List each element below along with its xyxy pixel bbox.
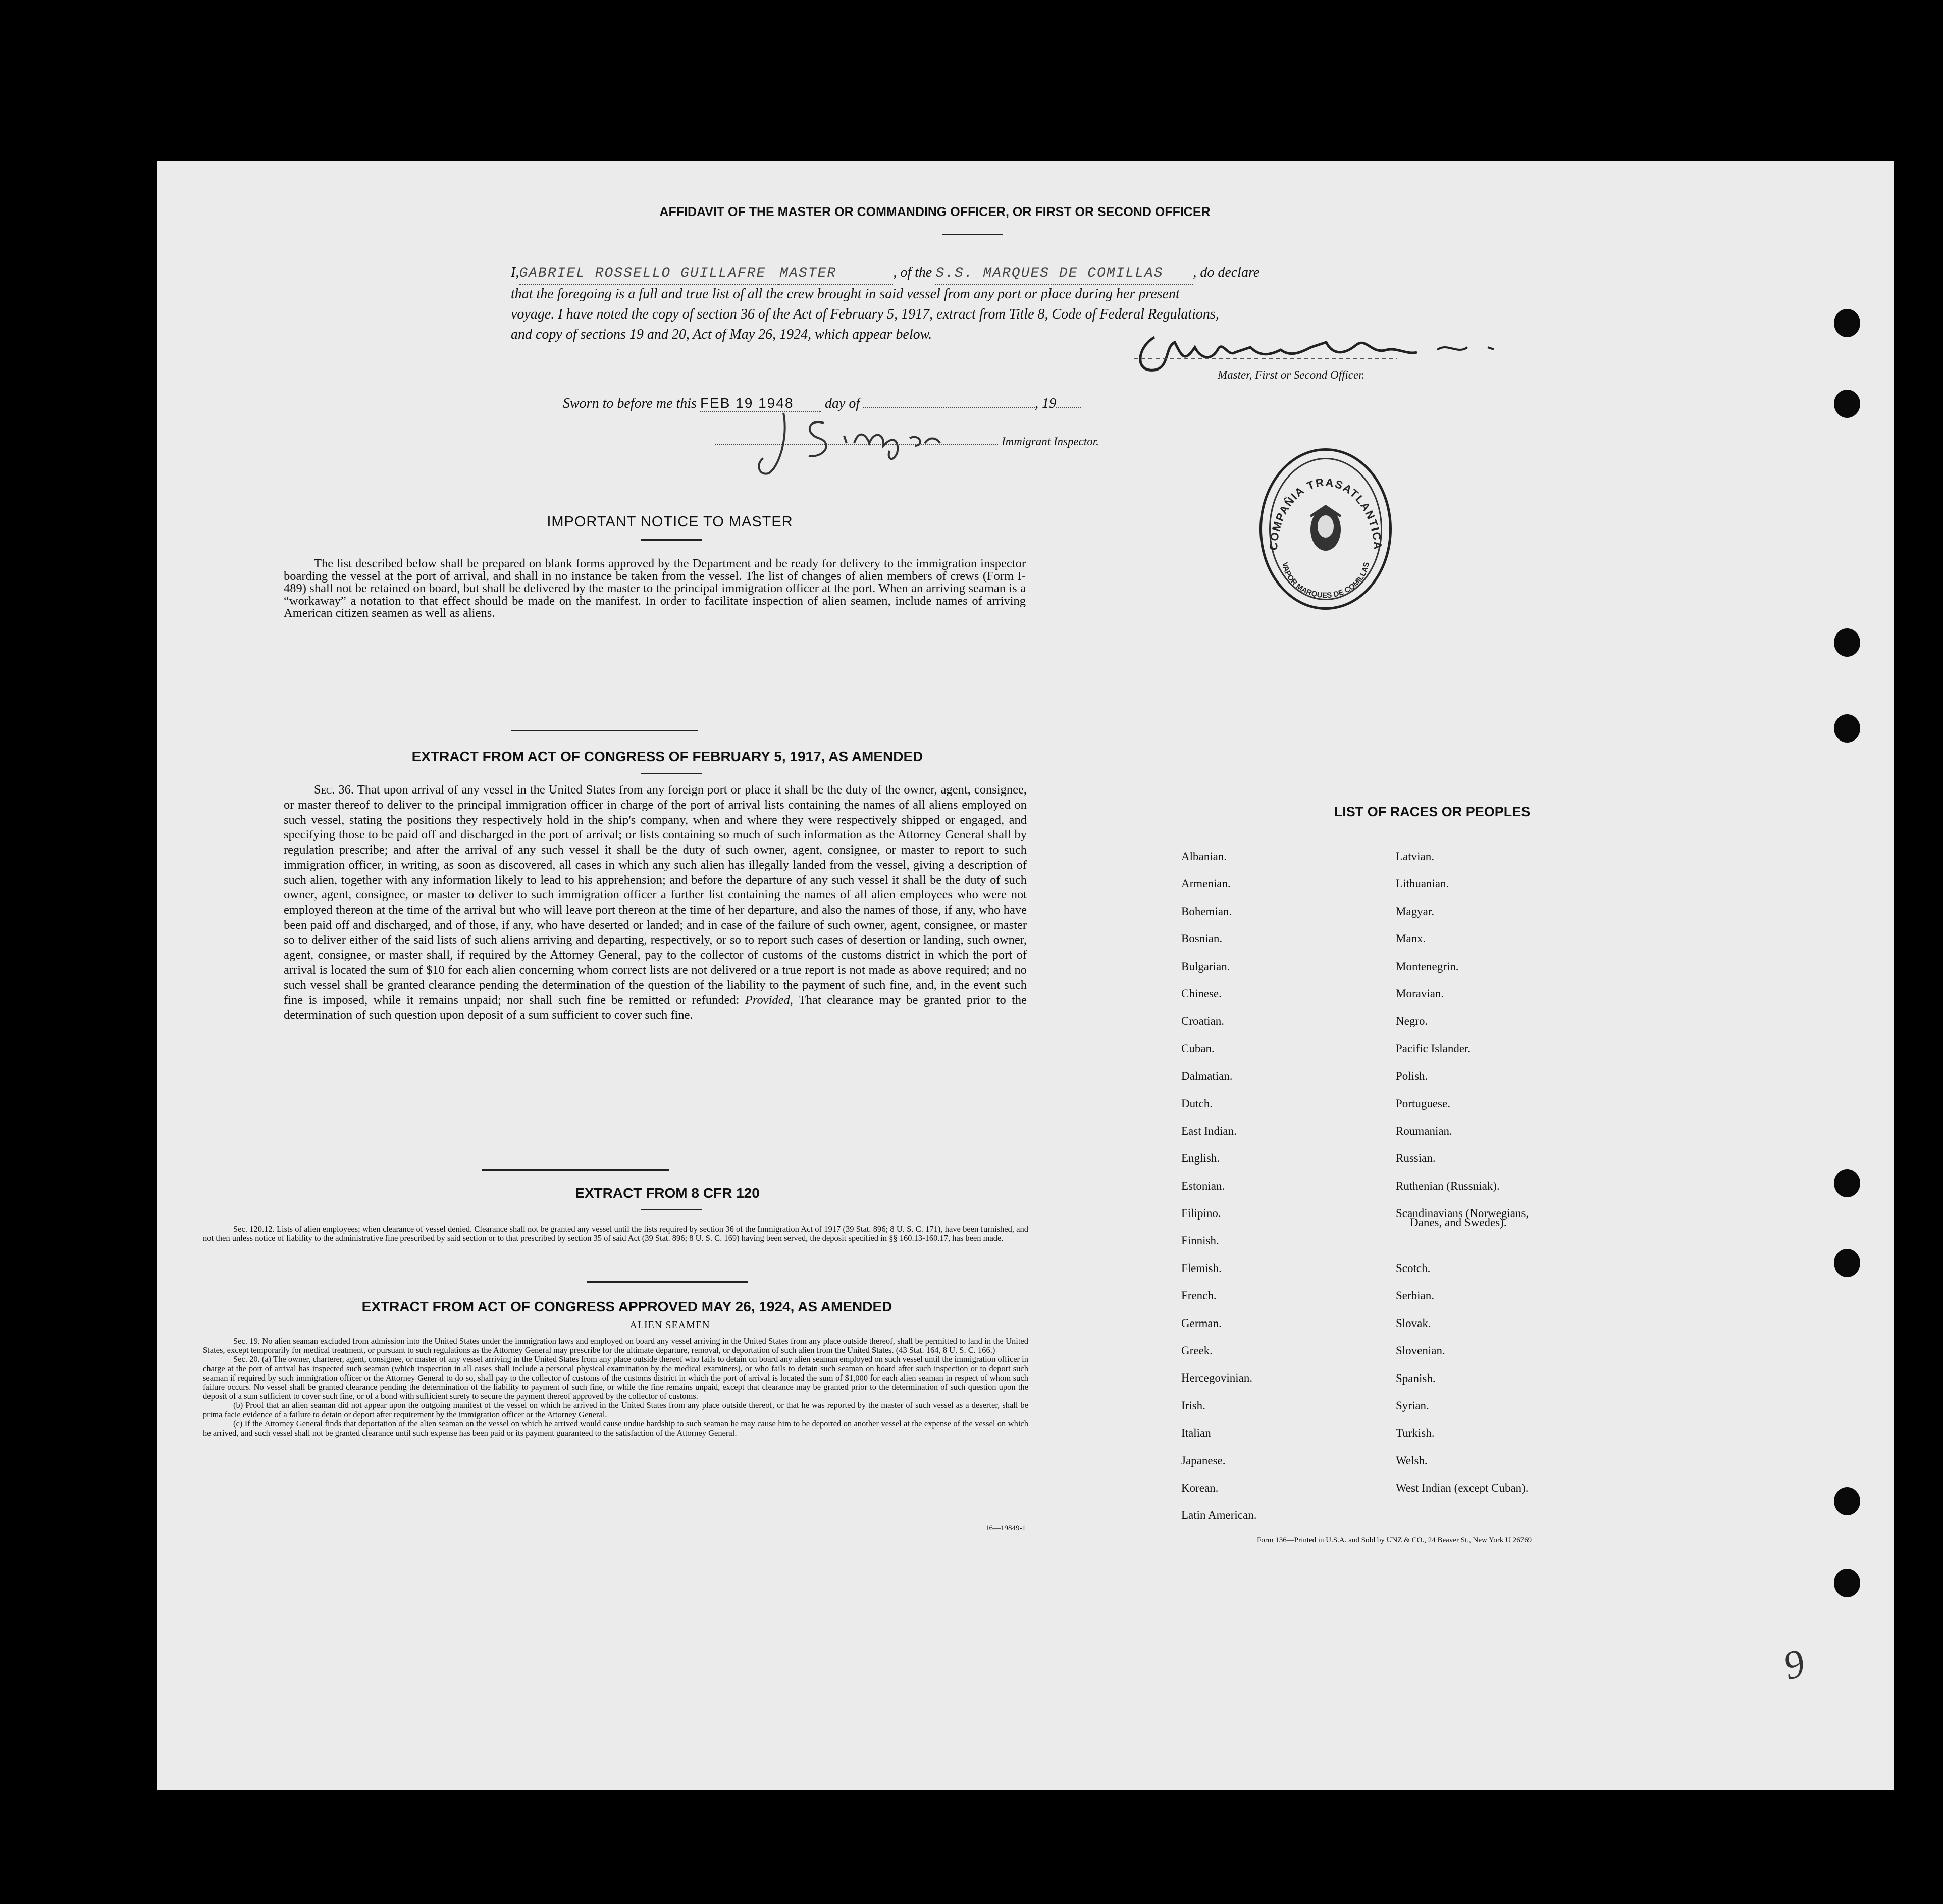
inspector-caption: Immigrant Inspector. [1002, 435, 1099, 448]
master-caption: Master, First or Second Officer. [1218, 368, 1365, 381]
affidavit-declare: , do declare [1193, 265, 1260, 280]
day-of-text: day of [824, 396, 860, 411]
binder-hole [1834, 390, 1860, 418]
act1924-sec20b: (b) Proof that an alien seaman did not appear upon the outgoing manifest of the vessel on which he arrived in the United States from any place outside thereof, or that he was reported by the master of such vessel as a deserter, shall be prima facie evidence of a failure to detain or deport after requirement by the immigration officer or the Attorney General. [203, 1400, 1028, 1419]
race-item: Italian [1181, 1426, 1211, 1440]
binder-hole [1834, 714, 1860, 743]
binder-hole [1834, 309, 1860, 337]
master-name-typed: GABRIEL ROSSELLO GUILLAFRE [519, 263, 779, 285]
race-item: Roumanian. [1396, 1124, 1452, 1137]
race-item: Chinese. [1181, 987, 1222, 1000]
binder-hole [1834, 1249, 1860, 1277]
year-blank [1056, 407, 1081, 408]
race-item: Scotch. [1396, 1262, 1431, 1275]
race-item: Welsh. [1396, 1454, 1428, 1467]
race-item: Bosnian. [1181, 932, 1223, 945]
race-item: Armenian. [1181, 877, 1231, 890]
race-item: Bohemian. [1181, 905, 1232, 918]
affidavit-line-4: and copy of sections 19 and 20, Act of May 26, 1924, which appear below. [511, 327, 932, 342]
form-code: 16—19849-1 [985, 1524, 1026, 1532]
sworn-text: Sworn to before me this [563, 396, 697, 411]
binder-hole [1834, 628, 1860, 657]
race-item: Albanian. [1181, 850, 1227, 863]
race-item: Slovenian. [1396, 1344, 1445, 1357]
act1917-sec: Sec. 36. [314, 783, 354, 797]
race-item: Lithuanian. [1396, 877, 1449, 890]
act1917-text-end: That clearance may be granted prior to the determination of such question upon deposit of a sum sufficient to cover such fine. [284, 993, 1027, 1022]
races-left-column [1181, 843, 1378, 1529]
divider [942, 234, 1003, 235]
act1924-title: EXTRACT FROM ACT OF CONGRESS APPROVED MAY 26, 1924, AS AMENDED [361, 1299, 892, 1314]
svg-text:VAPOR MARQUES DE COMILLAS [1280, 561, 1371, 600]
race-item: Latvian. [1396, 850, 1434, 863]
race-item: Japanese. [1181, 1454, 1226, 1467]
act1917-text: That upon arrival of any vessel in the United States from any foreign port or place it shall be the duty of the owner, agent, consignee, or master thereof to deliver to the principal immigration officer in charge of the port of arrival lists containing the names of all aliens employed on such vessel, stating the positions they respectively hold in the ship's company, when and where they were respectively shipped or engaged, and specifying those to be paid off and discharged in the port of arrival; or lists containing so much of such information as the Attorney General shall by regulation prescribe; and after the arrival of any such vessel it shall be the duty of such owner, agent, consignee, or master to report to such immigration officer, in writing, as soon as discovered, all cases in which any such alien has illegally landed from the vessel, giving a description of such alien, together with any information likely to lead to his apprehension; and before the departure of any such vessel it shall be the duty of such owner, agent, consignee, or master to deliver to such immigration officer a further list containing the names of all alien employees who were not employed thereon at the time of the arrival but who will leave port thereon at the time of her departure, and also the names of those, if any, who have been paid off and discharged, and of those, if any, who have deserted or landed; and in case of the failure of such owner, agent, consignee, or master so to deliver either of the said lists of such aliens arriving and departing, respectively, or so to report such cases of desertion or landing, such owner, agent, consignee, or master shall, if required by the Attorney General, pay to the collector of customs of the customs district in which the port of arrival is located the sum of $10 for each alien concerning whom correct lists are not delivered or a true report is not made as above required; and no such vessel shall be granted clearance pending the determination of the question of the liability to the payment of such fine, and, in the event such fine is imposed, while it remains unpaid; nor shall such fine be remitted or refunded: [284, 783, 1027, 1007]
race-item: Manx. [1396, 932, 1426, 945]
vessel-name-typed: S.S. MARQUES DE COMILLAS [935, 263, 1193, 285]
year-prefix: , 19 [1035, 396, 1057, 411]
act1924-body [203, 1337, 1028, 1438]
act1924-sec20a: Sec. 20. (a) The owner, charterer, agent, consignee, or master of any vessel arriving in the United States from any place outside thereof who fails to detain on board any alien seaman employed on such vessel until the immigration officer in charge at the port of arrival has inspected such seaman (which inspection in all cases shall include a personal physical examination by the medical examiners), or who fails to detain such seaman on board after such inspection or to deport such seaman if required by such immigration officer or the Attorney General to do so, shall pay to the collector of customs of the customs district in which the port of arrival is located the sum of $1,000 for each alien seaman in respect of whom such failure occurs. No vessel shall be granted clearance pending the determination of the liability to payment of such fine, or while the fine remains unpaid, except that clearance may be granted prior to the determination of such question upon the deposit of a sum sufficient to cover such fine, or of a bond with sufficient surety to secure the payment thereof approved by the collector of customs. [203, 1354, 1028, 1401]
document-page [157, 161, 1894, 1790]
race-item: Montenegrin. [1396, 960, 1459, 973]
affidavit-title: AFFIDAVIT OF THE MASTER OR COMMANDING OFFICER, OR FIRST OR SECOND OFFICER [659, 205, 1211, 219]
race-item: Russian. [1396, 1152, 1436, 1165]
race-item: Negro. [1396, 1015, 1428, 1028]
race-item: English. [1181, 1152, 1220, 1165]
divider [511, 730, 698, 731]
act1917-title: EXTRACT FROM ACT OF CONGRESS OF FEBRUARY 5, 1917, AS AMENDED [411, 749, 923, 764]
company-seal [1259, 448, 1392, 610]
seal-top-text: COMPAÑIA TRASATLANTICA [1267, 475, 1385, 551]
race-item: Slovak. [1396, 1316, 1431, 1330]
race-item: Flemish. [1181, 1261, 1222, 1275]
race-item: Bulgarian. [1181, 960, 1230, 973]
affidavit-line-1 [511, 262, 1384, 285]
act1924-sec19: Sec. 19. No alien seaman excluded from admission into the United States under the immigration laws and employed on board any vessel arriving in the United States from any place outside thereof, shall be permitted to land in the United States, except temporarily for medical treatment, or pursuant to such regulations as the Attorney General may prescribe for the ultimate departure, removal, or deportation of such alien from the United States. (43 Stat. 164, 8 U. S. C. 166.) [203, 1336, 1028, 1355]
divider [587, 1281, 748, 1283]
race-item: Estonian. [1181, 1179, 1225, 1192]
race-item: Irish. [1181, 1399, 1205, 1412]
notice-body: The list described below shall be prepared on blank forms approved by the Department and be ready for delivery to the immigration inspector boarding the vessel at the port of arrival, and shall in no instance be taken from the vessel. The list of changes of alien members of crews (Form I-489) shall not be retained on board, but shall be delivered by the master to the principal immigration officer at the port. When an arriving seaman is a “workaway” a notation to that effect should be made on the manifest. In order to facilitate inspection of alien seamen, include names of arriving American citizen seamen as well as aliens. [284, 557, 1026, 620]
binder-hole [1834, 1569, 1860, 1597]
races-right-column [1396, 843, 1678, 1502]
divider [641, 773, 702, 774]
seal-emblem [1262, 451, 1389, 607]
affidavit-of-the: , of the [893, 265, 932, 280]
race-item: Korean. [1181, 1481, 1219, 1494]
race-item: Moravian. [1396, 987, 1444, 1000]
race-item: Magyar. [1396, 905, 1435, 918]
act1917-provided: Provided, [745, 993, 793, 1007]
race-item: Cuban. [1181, 1042, 1215, 1055]
race-item: Syrian. [1396, 1399, 1429, 1412]
race-item: Finnish. [1181, 1234, 1219, 1247]
margin-note: 9 [1778, 1641, 1810, 1689]
affidavit-line-2: that the foregoing is a full and true list of all the crew brought in said vessel from any port or place during her present [511, 286, 1180, 302]
race-item: West Indian (except Cuban). [1396, 1482, 1529, 1495]
race-item: Dutch. [1181, 1097, 1213, 1110]
race-item: Filipino. [1181, 1207, 1221, 1220]
cfr-title: EXTRACT FROM 8 CFR 120 [575, 1185, 760, 1201]
race-item: Dalmatian. [1181, 1070, 1233, 1083]
divider [482, 1169, 669, 1171]
divider [641, 539, 702, 541]
race-item: Portuguese. [1396, 1097, 1450, 1110]
race-item: East Indian. [1181, 1124, 1237, 1137]
race-item: French. [1181, 1289, 1217, 1302]
race-item: Pacific Islander. [1396, 1042, 1471, 1055]
binder-hole [1834, 1169, 1860, 1197]
race-item: Serbian. [1396, 1289, 1435, 1302]
affidavit-i: I, [511, 265, 519, 280]
races-title: LIST OF RACES OR PEOPLES [1334, 804, 1531, 819]
race-item: Danes, and Swedes). [1410, 1216, 1507, 1229]
printer-footer: Form 136—Printed in U.S.A. and Sold by UNZ & CO., 24 Beaver St., New York U 26769 [1257, 1536, 1532, 1544]
act1924-sec20c: (c) If the Attorney General finds that deportation of the alien seaman on the vessel on which he arrived would cause undue hardship to such seaman he may cause him to be deported on another vessel at the expense of the vessel on which he arrived, and such vessel shall not be granted clearance until such expense has been paid or its payment guaranteed to the satisfaction of the Attorney General. [203, 1418, 1028, 1438]
race-item: Scandinavians (Norwegians, [1396, 1207, 1529, 1220]
race-item: Hercegovinian. [1181, 1371, 1253, 1385]
seal-bottom-text: VAPOR MARQUES DE COMILLAS [1280, 561, 1371, 600]
race-item: Latin American. [1181, 1509, 1257, 1522]
binder-hole [1834, 1487, 1860, 1515]
race-item: Greek. [1181, 1344, 1213, 1357]
stamped-date: FEB 19 1948 [700, 395, 821, 412]
race-item: Ruthenian (Russniak). [1396, 1179, 1500, 1192]
act1924-subtitle: ALIEN SEAMEN [629, 1319, 710, 1331]
notice-title: IMPORTANT NOTICE TO MASTER [547, 514, 793, 530]
master-rank-typed: MASTER [779, 263, 893, 285]
act1917-body [284, 782, 1027, 1023]
race-item: German. [1181, 1316, 1222, 1330]
race-item: Spanish. [1396, 1371, 1436, 1385]
cfr-body: Sec. 120.12. Lists of alien employees; when clearance of vessel denied. Clearance shall not be granted any vessel until the lists required by section 36 of the Immigration Act of 1917 (39 Stat. 896; 8 U. S. C. 171), have been furnished, and not then unless notice of liability to the administrative fine prescribed by said section or to that prescribed by section 35 of said Act (39 Stat. 896; 8 U. S. C. 169) having been served, the deposit specified in §§ 160.13-160.17, has been made. [203, 1224, 1028, 1243]
divider [641, 1209, 702, 1210]
inspector-signature [748, 408, 960, 484]
affidavit-line-3: voyage. I have noted the copy of section 36 of the Act of February 5, 1917, extract from Title 8, Code of Federal Regulations, [511, 306, 1219, 322]
race-item: Croatian. [1181, 1015, 1224, 1028]
race-item: Turkish. [1396, 1426, 1435, 1440]
race-item: Polish. [1396, 1070, 1428, 1083]
